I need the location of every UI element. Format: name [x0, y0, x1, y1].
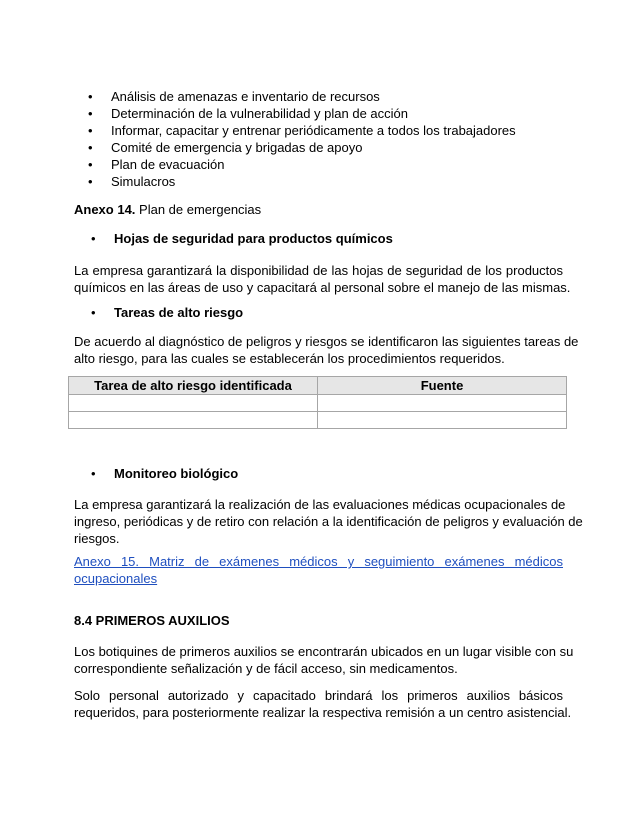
list-item: • Informar, capacitar y entrenar periódicamente a todos los trabajadores: [88, 123, 516, 138]
heading-tareas-alto-riesgo: • Tareas de alto riesgo: [91, 305, 244, 320]
column-header-fuente: Fuente: [318, 377, 567, 395]
table-cell: [69, 395, 318, 412]
column-header-tarea: Tarea de alto riesgo identificada: [69, 377, 318, 395]
bullet-icon: •: [88, 123, 93, 138]
paragraph-personal-autorizado: Solo personal autorizado y capacitado brindará los primeros auxilios básicos requeridos, para posteriormente realizar la respectiva remisión a un centro asistencial.: [74, 688, 572, 720]
paragraph-hojas-seguridad: La empresa garantizará la disponibilidad de las hojas de seguridad de los productos químicos en las áreas de uso y capacitará al personal sobre el manejo de las mismas.: [74, 263, 571, 295]
bullet-icon: •: [91, 466, 96, 481]
bullet-icon: •: [88, 106, 93, 121]
list-item: • Determinación de la vulnerabilidad y plan de acción: [88, 106, 409, 121]
bullet-list-emergency-plan: [88, 88, 516, 190]
bullet-icon: •: [91, 305, 96, 320]
bullet-icon: •: [88, 89, 93, 104]
paragraph-monitoreo-biologico: La empresa garantizará la realización de las evaluaciones médicas ocupacionales de ingreso, periódicas y de retiro con relación a la identificación de peligros y evaluación de riesgos.: [74, 497, 583, 546]
list-item: • Simulacros: [88, 174, 176, 189]
heading-hojas-seguridad: • Hojas de seguridad para productos químicos: [91, 231, 393, 246]
list-item: • Comité de emergencia y brigadas de apoyo: [88, 140, 363, 155]
table-cell: [318, 395, 567, 412]
table-row: [69, 395, 567, 412]
bullet-icon: •: [88, 157, 93, 172]
bullet-icon: •: [91, 231, 96, 246]
anexo-15-link[interactable]: Anexo 15. Matriz de exámenes médicos y seguimiento exámenes médicos ocupacionales: [74, 554, 563, 586]
section-heading-primeros-auxilios: 8.4 PRIMEROS AUXILIOS: [74, 613, 230, 628]
table-cell: [69, 412, 318, 429]
anexo-14-label: Anexo 14.: [74, 202, 136, 217]
paragraph-botiquines: Los botiquines de primeros auxilios se encontrarán ubicados en un lugar visible con su correspondiente señalización y de fácil acceso, sin medicamentos.: [74, 644, 574, 676]
heading-monitoreo-biologico: • Monitoreo biológico: [91, 466, 239, 481]
anexo-14-text: Plan de emergencias: [135, 202, 262, 217]
list-item: • Análisis de amenazas e inventario de recursos: [88, 89, 380, 104]
high-risk-tasks-table: [68, 376, 567, 429]
table-header-row: [69, 377, 567, 395]
list-item: • Plan de evacuación: [88, 157, 225, 172]
bullet-icon: •: [88, 174, 93, 189]
table-row: [69, 412, 567, 429]
paragraph-tareas-alto-riesgo: De acuerdo al diagnóstico de peligros y riesgos se identificaron las siguientes tareas de alto riesgo, para las cuales se establecerán los procedimientos requeridos.: [74, 334, 579, 366]
anexo-14-line: [74, 201, 261, 218]
table-cell: [318, 412, 567, 429]
bullet-icon: •: [88, 140, 93, 155]
